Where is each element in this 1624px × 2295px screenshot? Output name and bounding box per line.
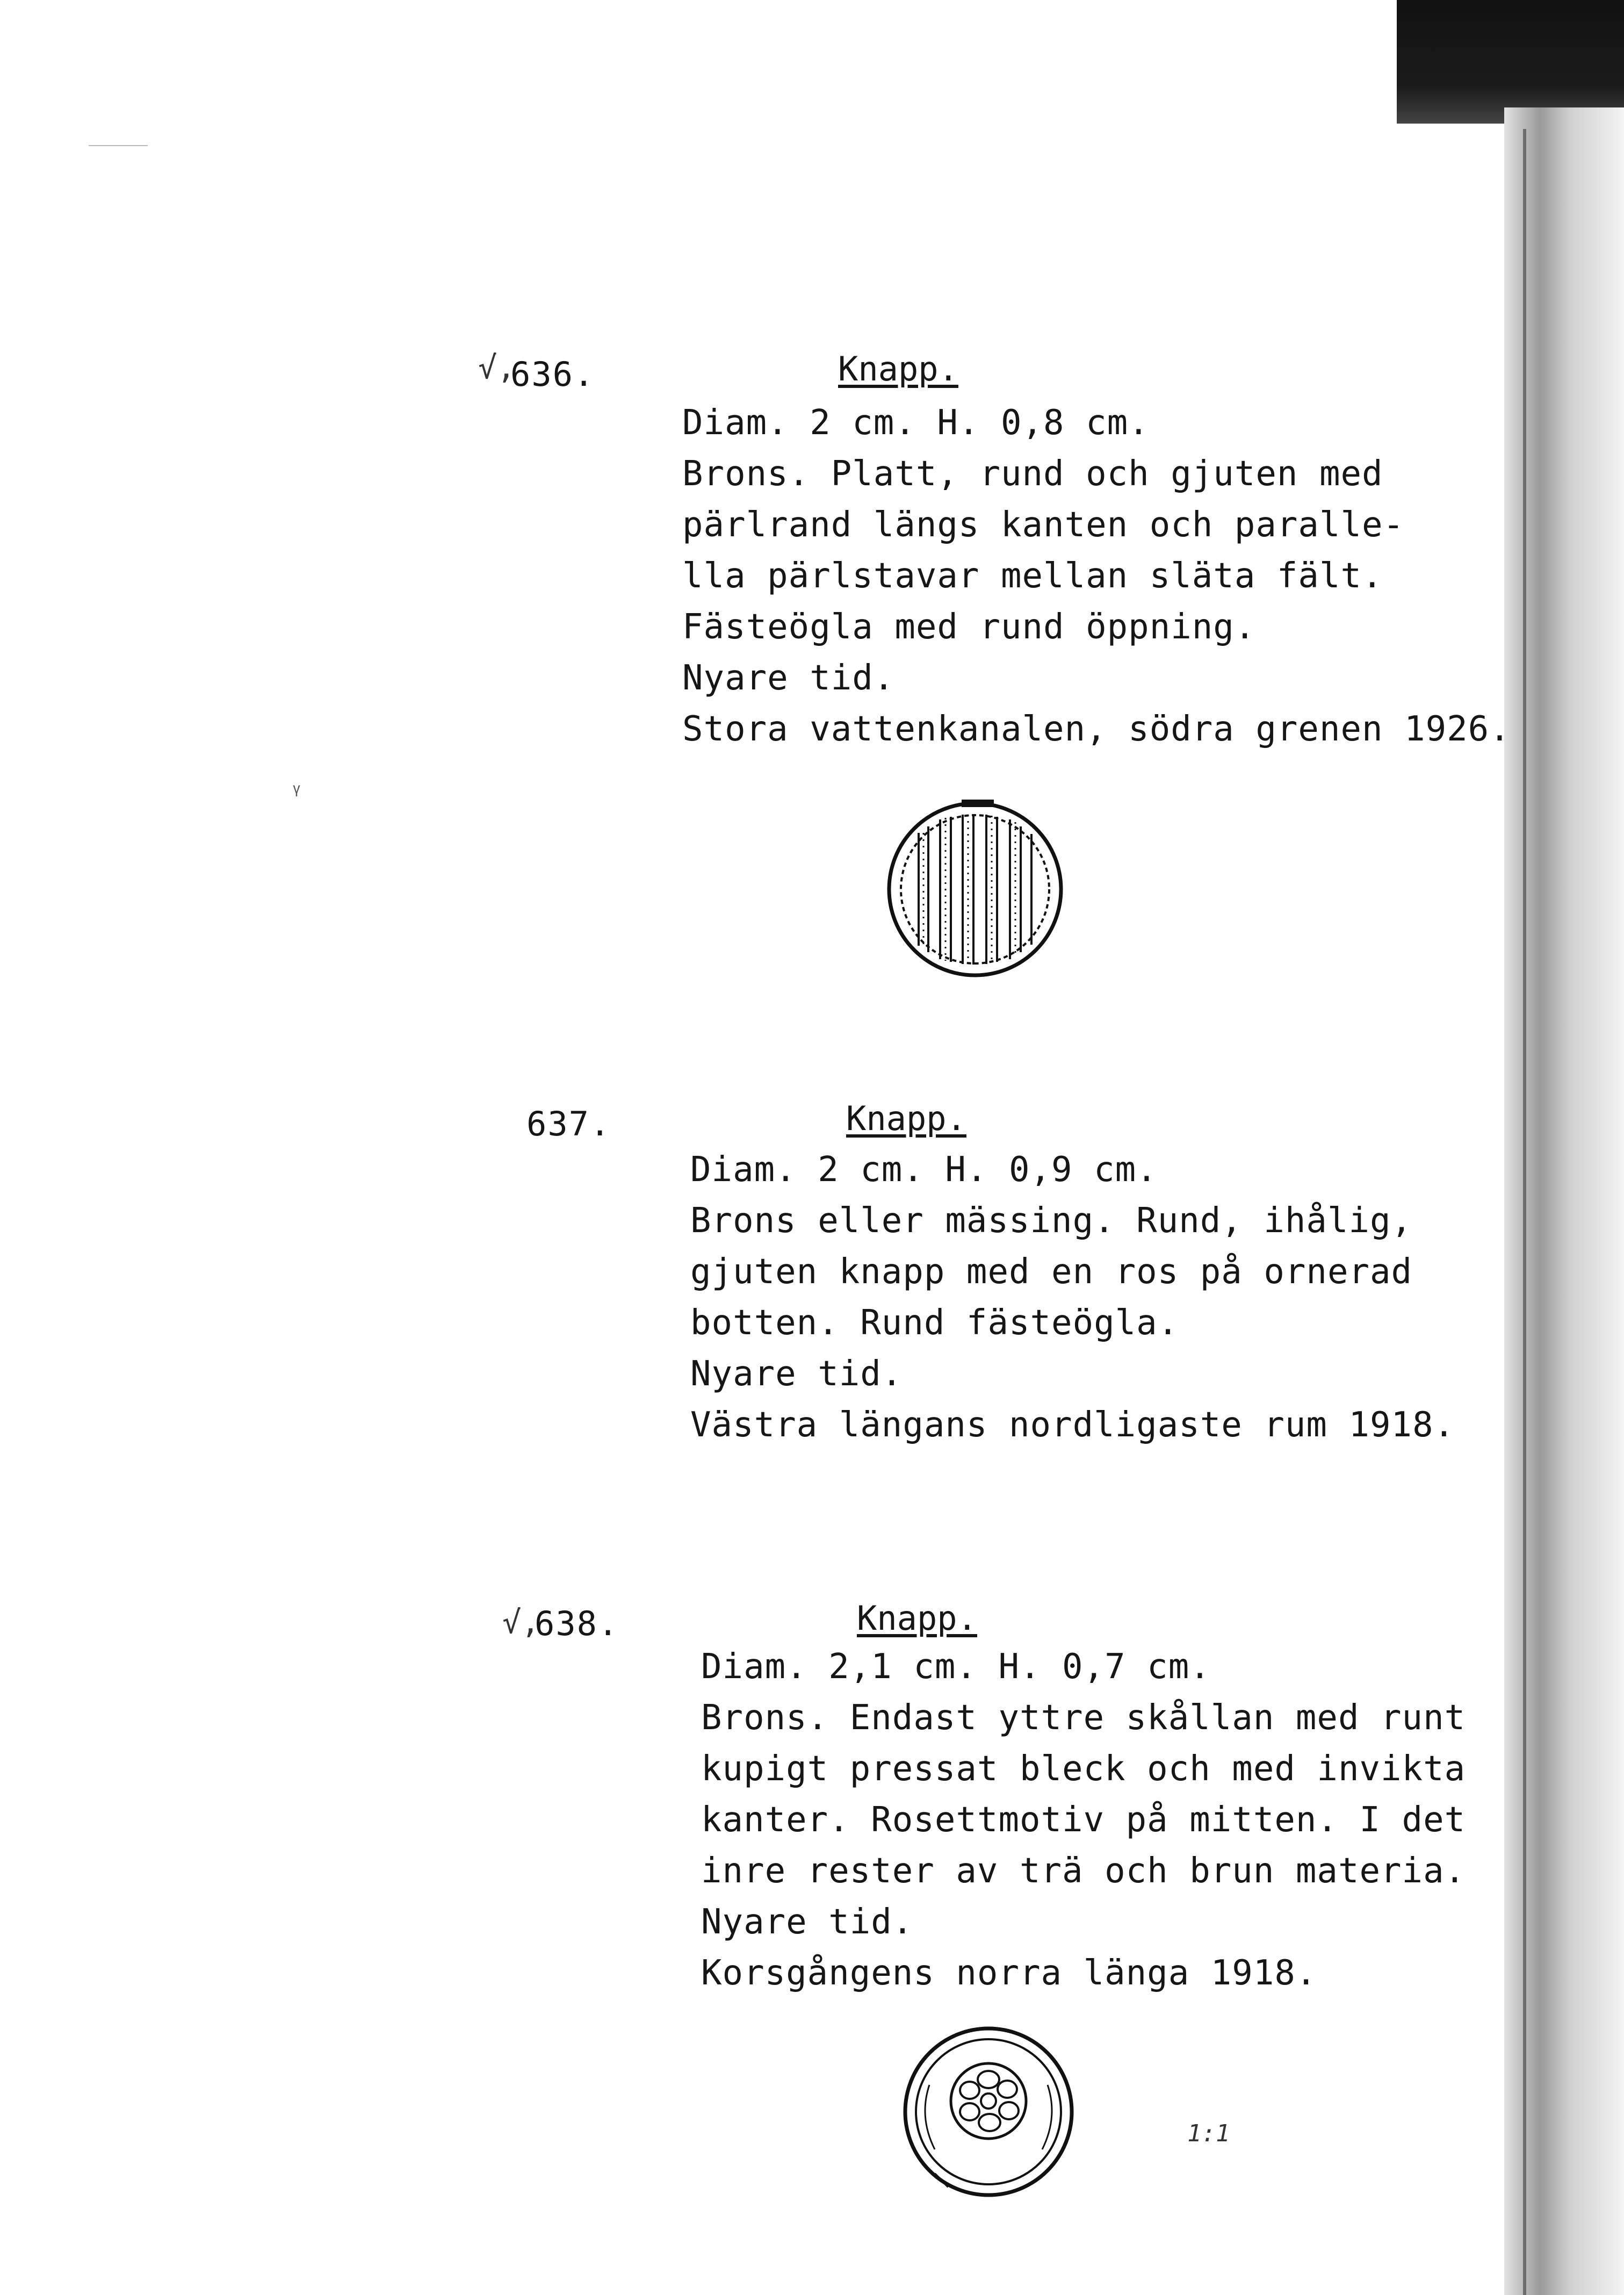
entry-number-637: 637. [526,1104,611,1143]
description-line: Korsgångens norra länga 1918. [701,1953,1317,1993]
entry-number-636: 636. [510,355,595,394]
scan-dark-corner [1397,0,1624,124]
description-line: Nyare tid. [690,1354,903,1394]
description-line: Stora vattenkanalen, södra grenen 1926. [682,709,1511,749]
check-mark-638: √, [502,1604,540,1641]
description-line: kanter. Rosettmotiv på mitten. I det [701,1800,1466,1840]
gutter-mark [89,145,148,146]
description-line: Brons. Endast yttre skållan med runt [701,1698,1466,1738]
button-drawing-636 [881,795,1069,983]
description-line: Diam. 2 cm. H. 0,8 cm. [682,403,1150,443]
entry-title-638: Knapp. [857,1599,977,1638]
page-edge-line [1523,129,1526,2295]
entry-title-636: Knapp. [838,349,958,389]
entry-description-637 [690,1145,1455,1451]
description-line: Brons eller mässing. Rund, ihålig, [690,1201,1413,1241]
description-line: lla pärlstavar mellan släta fält. [682,556,1383,596]
description-line: inre rester av trä och brun materia. [701,1851,1466,1891]
description-line: Diam. 2 cm. H. 0,9 cm. [690,1150,1158,1190]
description-line: Nyare tid. [701,1902,914,1942]
description-line: pärlrand längs kanten och paralle- [682,505,1405,545]
description-line: Fästeögla med rund öppning. [682,607,1256,647]
stray-mark: ᵞ [290,779,304,804]
entry-description-638 [701,1642,1466,1999]
description-line: Brons. Platt, rund och gjuten med [682,454,1383,494]
page-mark: 1:1 [1187,2120,1230,2147]
button-drawing-638 [897,2020,1080,2203]
description-line: Västra längans nordligaste rum 1918. [690,1405,1455,1445]
description-line: Nyare tid. [682,658,895,698]
entry-description-636 [682,398,1511,755]
description-line: kupigt pressat bleck och med invikta [701,1749,1466,1789]
description-line: Diam. 2,1 cm. H. 0,7 cm. [701,1647,1211,1687]
check-mark-636: √, [478,349,516,386]
entry-title-637: Knapp. [846,1099,966,1138]
entry-number-638: 638. [535,1604,619,1643]
description-line: gjuten knapp med en ros på ornerad [690,1252,1413,1292]
description-line: botten. Rund fästeögla. [690,1303,1179,1343]
book-page-edge [1504,107,1624,2295]
